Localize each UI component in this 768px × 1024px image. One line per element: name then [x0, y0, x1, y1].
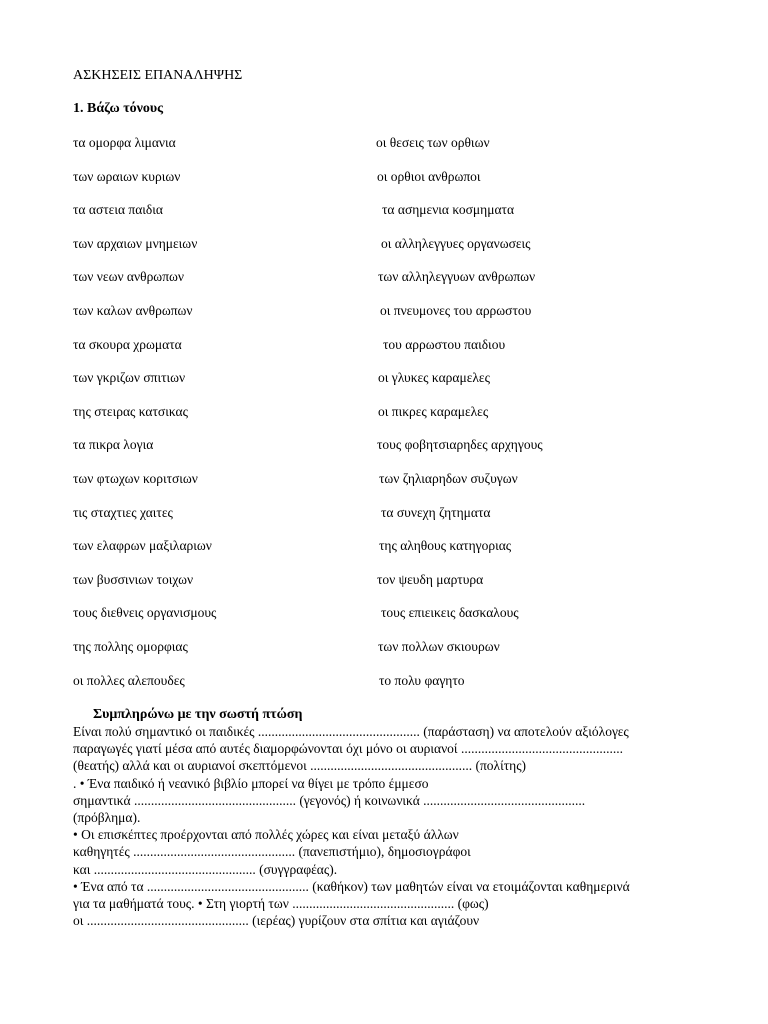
phrase-right: οι πικρες καραμελες	[378, 403, 489, 419]
phrase-left: των γκριζων σπιτιων	[73, 370, 186, 386]
phrase-left: των αρχαιων μνημειων	[73, 235, 198, 251]
phrase-right: των ζηλιαρηδων συζυγων	[379, 470, 518, 486]
phrase-right: τον ψευδη μαρτυρα	[377, 571, 484, 587]
phrase-left: των ωραιων κυριων	[73, 168, 181, 184]
exercise-text-line: παραγωγές γιατί μέσα από αυτές διαμορφώνονται όχι μόνο οι αυριανοί ................................................	[73, 741, 623, 757]
phrase-left: τα πικρα λογια	[73, 437, 154, 453]
phrase-left: τα αστεια παιδια	[73, 202, 163, 218]
phrase-pair-row	[73, 437, 713, 471]
phrase-pair-row	[73, 572, 713, 606]
phrase-pair-row	[73, 303, 713, 337]
phrase-right: των αλληλεγγυων ανθρωπων	[378, 269, 536, 285]
document-heading: ΑΣΚΗΣΕΙΣ ΕΠΑΝΑΛΗΨΗΣ	[73, 68, 243, 83]
phrase-left: τους διεθνεις οργανισμους	[73, 605, 217, 621]
phrase-left: της στειρας κατσικας	[73, 403, 188, 419]
exercise-text-line: σημαντικά ................................................ (γεγονός) ή κοινωνικά ................................................	[73, 792, 586, 808]
phrase-left: των βυσσινιων τοιχων	[73, 571, 194, 587]
phrase-left: τις σταχτιες χαιτες	[73, 504, 173, 520]
exercise-text-line: οι ................................................ (ιερέας) γυρίζουν στα σπίτια και αγιάζουν	[73, 913, 480, 929]
exercise-text-line: για τα μαθήματά τους. • Στη γιορτή των ................................................ (φως)	[73, 895, 489, 911]
phrase-pair-row	[73, 505, 713, 539]
phrase-left: των νεων ανθρωπων	[73, 269, 184, 285]
section1-title: 1. Βάζω τόνους	[73, 101, 164, 116]
phrase-pair-row	[73, 673, 713, 707]
phrase-right: της αληθους κατηγοριας	[379, 538, 512, 554]
exercise-text-line: • Ένα από τα ................................................ (καθήκον) των μαθητών είναι να ετοιμάζονται καθημερινά	[73, 878, 630, 894]
exercise-text-line: καθηγητές ................................................ (πανεπιστήμιο), δημοσιογράφοι	[73, 844, 471, 860]
phrase-left: των ελαφρων μαξιλαριων	[73, 538, 212, 554]
phrase-right: οι θεσεις των ορθιων	[376, 135, 490, 150]
phrase-right: το πολυ φαγητο	[379, 672, 465, 688]
phrase-right: τους φοβητσιαρηδες αρχηγους	[377, 437, 543, 453]
phrase-pair-row	[73, 471, 713, 505]
phrase-pair-row	[73, 538, 713, 572]
phrase-right: οι αλληλεγγυες οργανωσεις	[381, 235, 531, 251]
phrase-right: τα συνεχη ζητηματα	[381, 504, 491, 520]
phrase-pair-row	[73, 135, 713, 169]
phrase-pair-row	[73, 639, 713, 673]
exercise-text-line: . • Ένα παιδικό ή νεανικό βιβλίο μπορεί να θίγει με τρόπο έμμεσο	[73, 775, 429, 791]
case-exercise-text	[73, 723, 713, 929]
exercise-text-line: (πρόβλημα).	[73, 809, 141, 825]
phrase-pair-row	[73, 404, 713, 438]
phrase-left: οι πολλες αλεπουδες	[73, 672, 185, 688]
accent-exercise-list	[73, 135, 713, 706]
phrase-right: του αρρωστου παιδιου	[383, 336, 506, 352]
exercise-text-line: (θεατής) αλλά και οι αυριανοί σκεπτόμενοι ................................................ (πολίτης)	[73, 758, 527, 774]
phrase-left: των καλων ανθρωπων	[73, 302, 193, 318]
section2-title: Συμπληρώνω με την σωστή πτώση	[93, 707, 303, 722]
phrase-left: τα σκουρα χρωματα	[73, 336, 182, 352]
exercise-text-line: και ................................................ (συγγραφέας).	[73, 861, 338, 877]
exercise-text-line: Είναι πολύ σημαντικό οι παιδικές ................................................ (παράσταση) να αποτελούν αξιόλογες	[73, 724, 629, 739]
exercise-text-line: • Οι επισκέπτες προέρχονται από πολλές χώρες και είναι μεταξύ άλλων	[73, 827, 459, 843]
phrase-right: οι πνευμονες του αρρωστου	[380, 302, 532, 318]
phrase-pair-row	[73, 236, 713, 270]
phrase-right: οι ορθιοι ανθρωποι	[377, 168, 481, 184]
phrase-pair-row	[73, 169, 713, 203]
phrase-right: τους επιεικεις δασκαλους	[381, 605, 519, 621]
phrase-right: τα ασημενια κοσμηματα	[382, 202, 515, 218]
phrase-left: της πολλης ομορφιας	[73, 638, 188, 654]
phrase-pair-row	[73, 337, 713, 371]
phrase-pair-row	[73, 269, 713, 303]
phrase-pair-row	[73, 202, 713, 236]
phrase-right: των πολλων σκιουρων	[378, 638, 500, 654]
phrase-pair-row	[73, 605, 713, 639]
phrase-left: των φτωχων κοριτσιων	[73, 470, 198, 486]
phrase-left: τα ομορφα λιμανια	[73, 135, 176, 150]
phrase-right: οι γλυκες καραμελες	[378, 370, 490, 386]
phrase-pair-row	[73, 370, 713, 404]
